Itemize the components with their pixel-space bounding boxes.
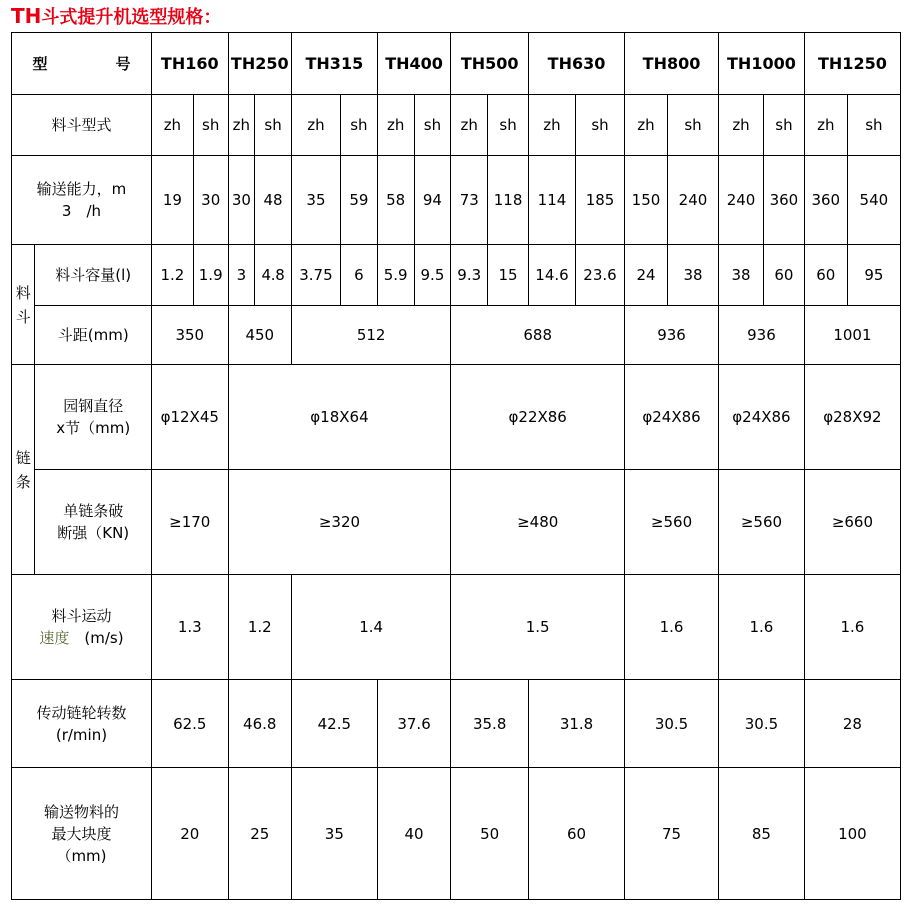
bucket-pitch-cell: 450 [228, 306, 291, 365]
bucket-pitch-row [12, 306, 901, 365]
sprocket-speed-label [12, 680, 152, 768]
bucket-pitch-cell: 936 [625, 306, 719, 365]
bucket-volume-cell: 24 [625, 245, 668, 306]
chain-strength-cell: ≥660 [804, 470, 900, 575]
max-lump-cell: 25 [228, 768, 291, 900]
bucket-pitch-cell: 512 [291, 306, 450, 365]
chain-group-label [12, 365, 35, 575]
chain-diameter-cell: φ22X86 [451, 365, 625, 470]
bucket-volume-cell: 1.2 [151, 245, 193, 306]
bucket-volume-cell: 5.9 [377, 245, 414, 306]
bucket-group-char-2: 斗 [15, 307, 31, 326]
bucket-volume-cell: 6 [340, 245, 377, 306]
capacity-cell: 150 [625, 156, 668, 245]
bucket-type-cell: sh [488, 95, 529, 156]
bucket-group-label [12, 245, 35, 365]
capacity-cell: 360 [763, 156, 804, 245]
model-cell: TH500 [451, 33, 529, 95]
model-cell: TH1250 [804, 33, 900, 95]
sprocket-speed-cell: 42.5 [291, 680, 377, 768]
spec-table [11, 32, 901, 900]
sprocket-speed-cell: 28 [804, 680, 900, 768]
bucket-volume-cell: 9.3 [451, 245, 488, 306]
bucket-type-cell: sh [193, 95, 228, 156]
capacity-cell: 19 [151, 156, 193, 245]
capacity-cell: 58 [377, 156, 414, 245]
speed-cell: 1.2 [228, 575, 291, 680]
capacity-cell: 30 [193, 156, 228, 245]
speed-label-line-1: 料斗运动 [51, 607, 112, 625]
bucket-volume-label: 料斗容量(l) [35, 245, 151, 306]
bucket-volume-cell: 38 [667, 245, 718, 306]
chain-diameter-cell: φ28X92 [804, 365, 900, 470]
capacity-cell: 240 [667, 156, 718, 245]
speed-row [12, 575, 901, 680]
sprocket-speed-label-line-2: (r/min) [55, 725, 108, 744]
max-lump-label-line-2: 最大块度 [51, 824, 112, 843]
bucket-type-row [12, 95, 901, 156]
capacity-cell: 48 [255, 156, 292, 245]
bucket-type-cell: sh [414, 95, 451, 156]
capacity-cell: 30 [228, 156, 255, 245]
max-lump-label [12, 768, 152, 900]
model-cell: TH400 [377, 33, 451, 95]
capacity-label-line-2: 3 /h [61, 202, 102, 220]
bucket-volume-cell: 23.6 [575, 245, 624, 306]
max-lump-cell: 35 [291, 768, 377, 900]
chain-strength-cell: ≥170 [151, 470, 228, 575]
bucket-volume-cell: 3 [228, 245, 255, 306]
bucket-volume-cell: 9.5 [414, 245, 451, 306]
bucket-pitch-cell: 688 [451, 306, 625, 365]
model-cell: TH630 [529, 33, 625, 95]
speed-cell: 1.5 [451, 575, 625, 680]
capacity-cell: 35 [291, 156, 340, 245]
bucket-type-cell: zh [719, 95, 764, 156]
max-lump-cell: 85 [719, 768, 805, 900]
max-lump-cell: 20 [151, 768, 228, 900]
bucket-volume-cell: 60 [763, 245, 804, 306]
capacity-label [12, 156, 152, 245]
sprocket-speed-cell: 37.6 [377, 680, 451, 768]
bucket-volume-cell: 4.8 [255, 245, 292, 306]
model-cell: TH800 [625, 33, 719, 95]
bucket-type-cell: zh [804, 95, 847, 156]
capacity-cell: 114 [529, 156, 576, 245]
chain-group-char-1: 链 [15, 448, 31, 467]
max-lump-cell: 100 [804, 768, 900, 900]
max-lump-cell: 75 [625, 768, 719, 900]
bucket-type-cell: zh [151, 95, 193, 156]
capacity-cell: 185 [575, 156, 624, 245]
bucket-pitch-cell: 1001 [804, 306, 900, 365]
bucket-pitch-cell: 350 [151, 306, 228, 365]
bucket-volume-cell: 14.6 [529, 245, 576, 306]
model-cell: TH160 [151, 33, 228, 95]
bucket-type-cell: sh [255, 95, 292, 156]
chain-strength-row [12, 470, 901, 575]
max-lump-cell: 50 [451, 768, 529, 900]
model-cell: TH315 [291, 33, 377, 95]
chain-group-char-2: 条 [15, 472, 31, 491]
sprocket-speed-cell: 35.8 [451, 680, 529, 768]
chain-strength-cell: ≥560 [719, 470, 805, 575]
speed-cell: 1.6 [625, 575, 719, 680]
bucket-type-cell: zh [451, 95, 488, 156]
chain-diameter-cell: φ18X64 [228, 365, 451, 470]
chain-diameter-label-line-2: x节（mm) [56, 419, 131, 437]
bucket-pitch-label: 斗距(mm) [35, 306, 151, 365]
bucket-volume-cell: 1.9 [193, 245, 228, 306]
title-prefix: TH [11, 4, 42, 28]
bucket-type-cell: zh [377, 95, 414, 156]
max-lump-cell: 60 [529, 768, 625, 900]
capacity-cell: 540 [847, 156, 900, 245]
capacity-cell: 94 [414, 156, 451, 245]
bucket-volume-cell: 95 [847, 245, 900, 306]
bucket-type-cell: zh [625, 95, 668, 156]
bucket-volume-cell: 3.75 [291, 245, 340, 306]
bucket-type-label: 料斗型式 [12, 95, 152, 156]
bucket-group-char-1: 料 [15, 283, 31, 302]
capacity-cell: 118 [488, 156, 529, 245]
page-title [11, 3, 221, 29]
bucket-type-cell: zh [529, 95, 576, 156]
header-row [12, 33, 901, 95]
speed-cell: 1.4 [291, 575, 450, 680]
capacity-cell: 59 [340, 156, 377, 245]
bucket-type-cell: zh [228, 95, 255, 156]
title-text: 斗式提升机选型规格： [41, 7, 222, 28]
chain-diameter-label-line-1: 园钢直径 [63, 397, 124, 415]
chain-diameter-label [35, 365, 151, 470]
speed-label [12, 575, 152, 680]
capacity-label-line-1: 输送能力，m [36, 180, 127, 198]
sprocket-speed-cell: 30.5 [625, 680, 719, 768]
model-label-a: 型 [32, 54, 48, 73]
chain-strength-label-line-2: 断强（KN) [57, 524, 130, 542]
bucket-type-cell: sh [340, 95, 377, 156]
chain-strength-cell: ≥320 [228, 470, 451, 575]
capacity-row [12, 156, 901, 245]
bucket-type-cell: zh [291, 95, 340, 156]
speed-cell: 1.3 [151, 575, 228, 680]
bucket-type-cell: sh [763, 95, 804, 156]
chain-strength-cell: ≥560 [625, 470, 719, 575]
bucket-volume-row [12, 245, 901, 306]
chain-strength-label [35, 470, 151, 575]
bucket-pitch-cell: 936 [719, 306, 805, 365]
sprocket-speed-cell: 46.8 [228, 680, 291, 768]
sprocket-speed-label-line-1: 传动链轮转数 [36, 703, 127, 722]
speed-cell: 1.6 [719, 575, 805, 680]
capacity-cell: 240 [719, 156, 764, 245]
bucket-volume-cell: 60 [804, 245, 847, 306]
chain-strength-label-line-1: 单链条破 [63, 502, 124, 520]
bucket-volume-cell: 15 [488, 245, 529, 306]
max-lump-label-line-1: 输送物料的 [43, 802, 119, 821]
max-lump-cell: 40 [377, 768, 451, 900]
speed-cell: 1.6 [804, 575, 900, 680]
speed-label-line-2 [12, 627, 151, 649]
chain-diameter-cell: φ24X86 [625, 365, 719, 470]
bucket-type-cell: sh [667, 95, 718, 156]
model-cell: TH250 [228, 33, 291, 95]
chain-strength-cell: ≥480 [451, 470, 625, 575]
chain-diameter-cell: φ12X45 [151, 365, 228, 470]
bucket-volume-cell: 38 [719, 245, 764, 306]
bucket-type-cell: sh [575, 95, 624, 156]
chain-diameter-cell: φ24X86 [719, 365, 805, 470]
model-label-b: 号 [115, 54, 131, 73]
max-lump-row [12, 768, 901, 900]
bucket-type-cell: sh [847, 95, 900, 156]
speed-label-word: 速度 [39, 629, 70, 647]
sprocket-speed-cell: 62.5 [151, 680, 228, 768]
speed-label-unit: (m/s) [84, 629, 124, 647]
model-header-cell [12, 33, 152, 95]
capacity-cell: 360 [804, 156, 847, 245]
sprocket-speed-row [12, 680, 901, 768]
sprocket-speed-cell: 31.8 [529, 680, 625, 768]
chain-diameter-row [12, 365, 901, 470]
capacity-cell: 73 [451, 156, 488, 245]
sprocket-speed-cell: 30.5 [719, 680, 805, 768]
model-cell: TH1000 [719, 33, 805, 95]
max-lump-label-line-3: （mm) [56, 846, 107, 865]
